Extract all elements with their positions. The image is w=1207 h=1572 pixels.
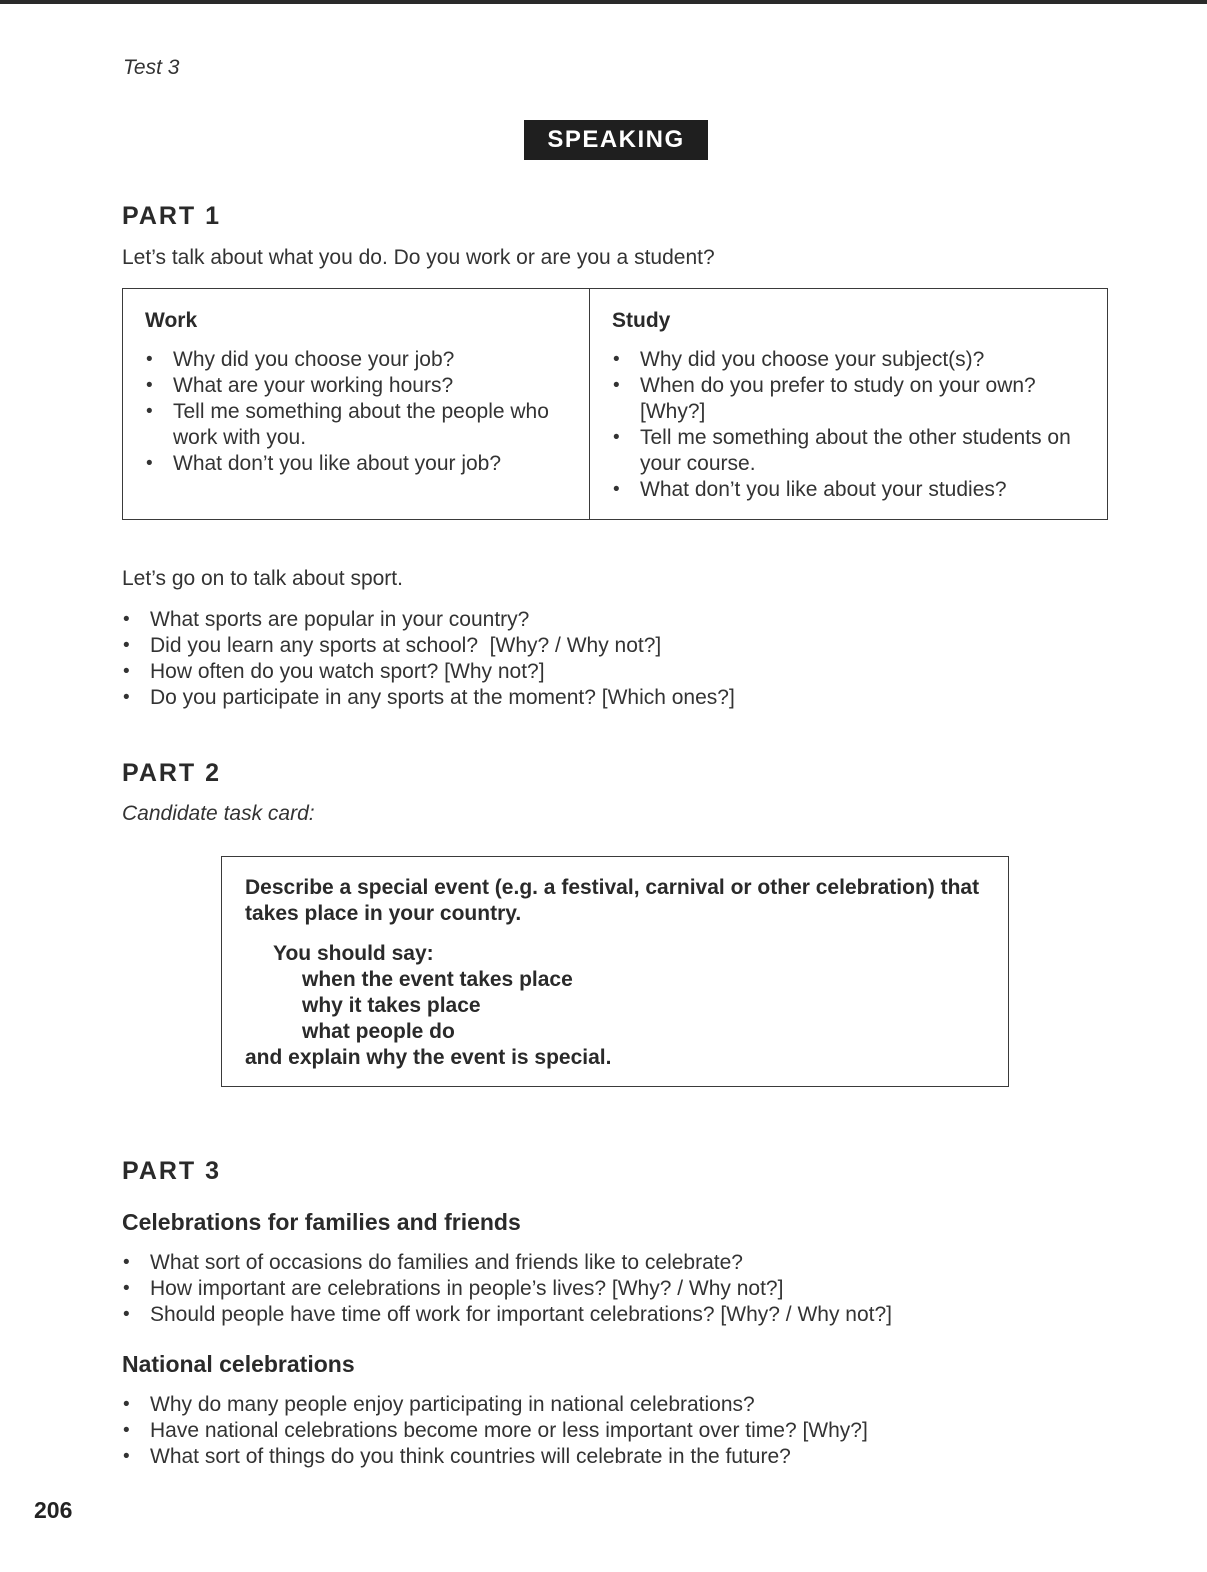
list-item: • Tell me something about the other students on your course. (612, 425, 1087, 477)
list-item: • Why did you choose your job? (145, 347, 569, 373)
national-questions (122, 1392, 1102, 1470)
part1-intro: Let’s talk about what you do. Do you work or are you a student? (122, 246, 715, 269)
study-column (590, 289, 1107, 519)
task-card-closing: and explain why the event is special. (245, 1046, 612, 1069)
task-card-should-say: You should say: (273, 942, 434, 965)
work-questions (145, 347, 569, 477)
list-item: • How often do you watch sport? [Why not?] (122, 659, 1022, 685)
list-item: • When do you prefer to study on your own? [Why?] (612, 373, 1060, 425)
task-card-point: why it takes place (302, 994, 481, 1017)
section-title: Celebrations for families and friends (122, 1209, 521, 1235)
list-item: • What sort of things do you think countries will celebrate in the future? (122, 1444, 1102, 1470)
list-item: • What don’t you like about your studies? (612, 477, 1087, 503)
list-item: • How important are celebrations in people’s lives? [Why? / Why not?] (122, 1276, 1102, 1302)
section-title: National celebrations (122, 1351, 355, 1377)
study-heading: Study (612, 309, 671, 332)
list-item: • Have national celebrations become more or less important over time? [Why?] (122, 1418, 1102, 1444)
list-item: • Why did you choose your subject(s)? (612, 347, 1087, 373)
list-item: • Should people have time off work for important celebrations? [Why? / Why not?] (122, 1302, 1102, 1328)
task-card-label: Candidate task card: (122, 802, 315, 825)
task-card-point: when the event takes place (302, 968, 573, 991)
list-item: • What sort of occasions do families and friends like to celebrate? (122, 1250, 1102, 1276)
task-card-prompt: Describe a special event (e.g. a festival, carnival or other celebration) that takes place in your country. (245, 876, 980, 925)
section-banner: SPEAKING (524, 120, 708, 160)
list-item: • Tell me something about the people who work with you. (145, 399, 569, 451)
list-item: • Why do many people enjoy participating in national celebrations? (122, 1392, 1102, 1418)
sport-questions (122, 607, 1022, 711)
list-item: • Do you participate in any sports at the moment? [Which ones?] (122, 685, 1022, 711)
sport-intro: Let’s go on to talk about sport. (122, 567, 403, 590)
part3-heading: PART 3 (122, 1157, 222, 1185)
top-rule (0, 0, 1207, 4)
list-item: • What don’t you like about your job? (145, 451, 569, 477)
list-item: • Did you learn any sports at school? [Why? / Why not?] (122, 633, 1022, 659)
page-number: 206 (34, 1497, 73, 1523)
study-questions (612, 347, 1087, 503)
work-study-box (122, 288, 1108, 520)
celebrations-questions (122, 1250, 1102, 1328)
list-item: • What sports are popular in your country? (122, 607, 1022, 633)
work-heading: Work (145, 309, 198, 332)
work-column (123, 289, 590, 519)
test-label: Test 3 (123, 56, 180, 79)
part1-heading: PART 1 (122, 202, 222, 230)
task-card-point: what people do (302, 1020, 455, 1043)
task-card (221, 856, 1009, 1087)
part2-heading: PART 2 (122, 759, 222, 787)
list-item: • What are your working hours? (145, 373, 569, 399)
